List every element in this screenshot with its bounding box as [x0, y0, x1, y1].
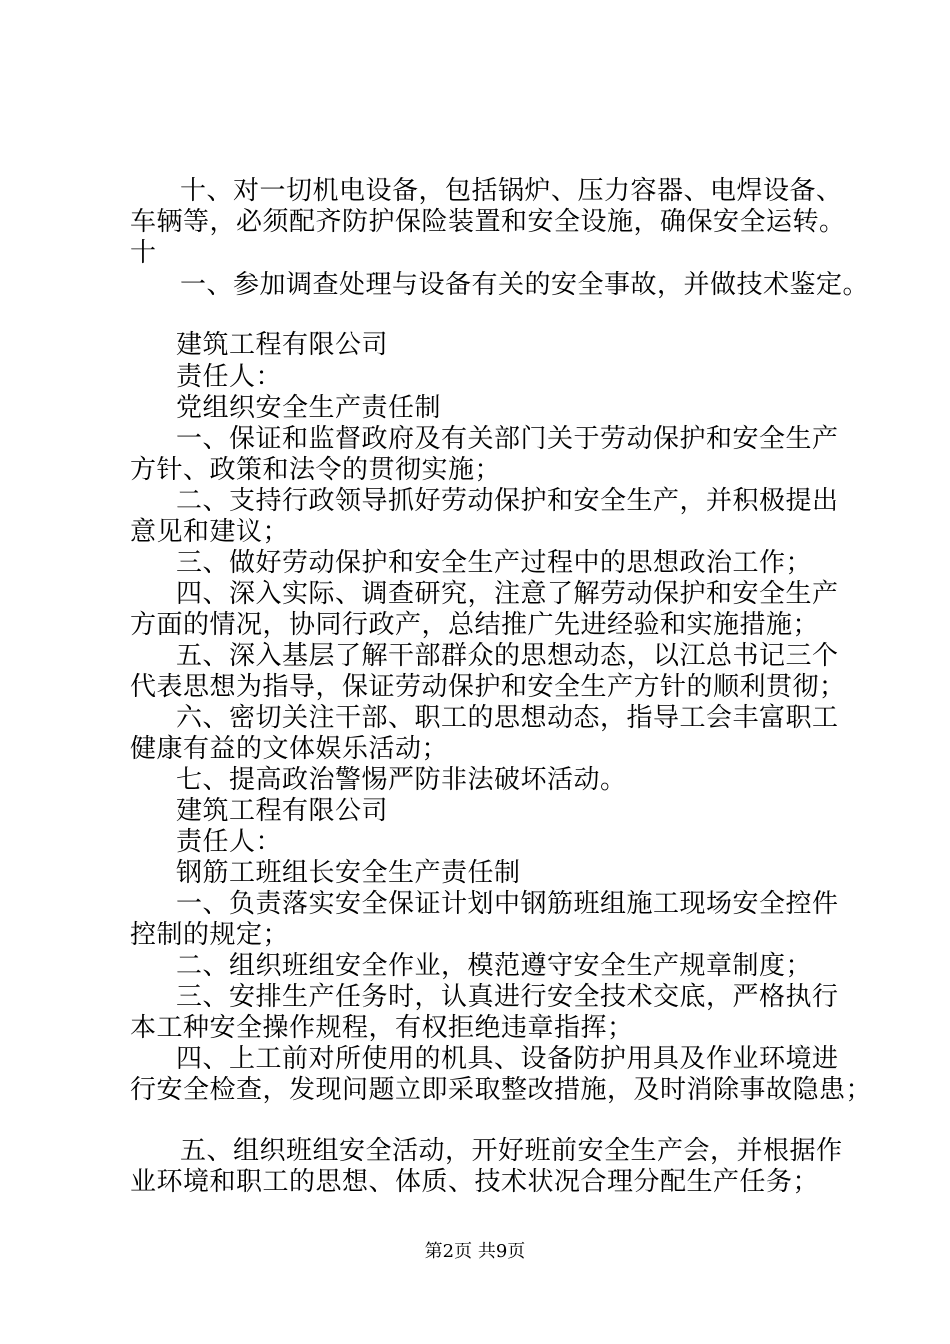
paragraph-line: 本工种安全操作规程，有权拒绝违章指挥； — [130, 1013, 634, 1043]
paragraph-line: 四、上工前对所使用的机具、设备防护用具及作业环境进 — [176, 1044, 839, 1074]
company-name: 建筑工程有限公司 — [176, 796, 389, 826]
paragraph-line: 五、深入基层了解干部群众的思想动态，以江总书记三个 — [176, 641, 839, 671]
paragraph-line: 方针、政策和法令的贯彻实施； — [130, 455, 502, 485]
page-number: 第2页 共9页 — [424, 1241, 526, 1262]
paragraph-line: 七、提高政治警惕严防非法破坏活动。 — [176, 765, 627, 795]
paragraph-line: 六、密切关注干部、职工的思想动态，指导工会丰富职工 — [176, 703, 839, 733]
paragraph-line: 四、深入实际、调查研究，注意了解劳动保护和安全生产 — [176, 579, 839, 609]
paragraph-line: 二、支持行政领导抓好劳动保护和安全生产，并积极提出 — [176, 486, 839, 516]
paragraph-line: 十、对一切机电设备，包括锅炉、压力容器、电焊设备、 — [180, 176, 843, 206]
paragraph-line: 意见和建议； — [130, 517, 290, 547]
paragraph-line: 代表思想为指导，保证劳动保护和安全生产方针的顺利贯彻； — [130, 672, 846, 702]
paragraph-line: 业环境和职工的思想、体质、技术状况合理分配生产任务； — [130, 1167, 820, 1197]
paragraph-line: 一、参加调查处理与设备有关的安全事故，并做技术鉴定。 — [180, 270, 870, 300]
paragraph-line: 三、安排生产任务时，认真进行安全技术交底，严格执行 — [176, 982, 839, 1012]
paragraph-line: 行安全检查，发现问题立即采取整改措施，及时消除事故隐患； — [130, 1075, 873, 1105]
paragraph-line: 一、保证和监督政府及有关部门关于劳动保护和安全生产 — [176, 424, 839, 454]
company-name: 建筑工程有限公司 — [176, 330, 389, 360]
paragraph-line: 一、负责落实安全保证计划中钢筋班组施工现场安全控件 — [176, 889, 839, 919]
paragraph-line: 三、做好劳动保护和安全生产过程中的思想政治工作； — [176, 548, 813, 578]
responsible-person-label: 责任人： — [176, 827, 283, 857]
paragraph-line: 车辆等，必须配齐防护保险装置和安全设施，确保安全运转。 — [130, 207, 846, 237]
section-title: 党组织安全生产责任制 — [176, 393, 442, 423]
paragraph-line: 健康有益的文体娱乐活动； — [130, 734, 449, 764]
paragraph-line: 十 — [130, 238, 157, 268]
paragraph-line: 控制的规定； — [130, 920, 290, 950]
paragraph-line: 五、组织班组安全活动，开好班前安全生产会，并根据作 — [180, 1136, 843, 1166]
section-title: 钢筋工班组长安全生产责任制 — [176, 858, 521, 888]
paragraph-line: 方面的情况，协同行政产，总结推广先进经验和实施措施； — [130, 610, 820, 640]
responsible-person-label: 责任人： — [176, 362, 283, 392]
paragraph-line: 二、组织班组安全作业，模范遵守安全生产规章制度； — [176, 951, 813, 981]
